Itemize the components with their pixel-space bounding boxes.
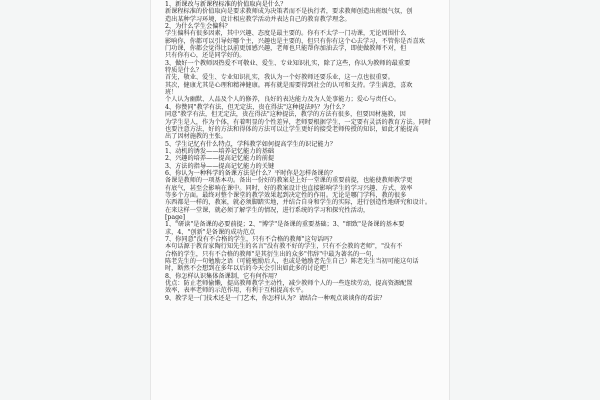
document-line: 5、学生记忆有什么特点，学科教学如何提高学生的识记能力？ [165,140,336,148]
document-line: 陈老先生的一句勉励之语（可能勉励后人，也或是勉励老先生自己）陈老先生当初可能这句话 [165,258,419,266]
document-line: 合格的学生，只有不合格的教师"是其衍生出的众多"伟辞"中最为著名的一句， [165,250,378,258]
document-line: 门功课，你都会觉得比以前更加感兴趣，老师也只能帮你加油去学，即使做教师不对，但 [165,45,407,53]
document-line: 8、你怎样认识集体备课制，它有何作用？ [165,272,281,280]
document-line: 优点：防止老师偷懒，提高教师教学主动性，减少教师个人的一些连续劳动，提高资源配置 [165,280,413,288]
document-line: 为学生是人，作为个体，有着明显的个性差异，老师要根据学生，一定要有灵活的教育方法。同时 [165,118,432,126]
document-line: 同意"教学有法，但无定法，贵在得法"这种提法，教学的方法有很多，但要因材施教，因 [165,111,406,119]
document-line: 求，4、"创新"是备课的成功范点 [165,228,256,236]
document-line: 2、为什么学生会偏科？ [165,23,231,31]
document-line: [page] [165,213,186,221]
document-line: 新课程标准的价值取向是要求教师成为决策者而不是执行者，要求教师创造出班级气氛，创 [165,8,413,16]
document-line: 效率，表率老师的示范作用，有利于互相提高水平。 [165,287,308,295]
document-line: 本句话源于教育家陶行知先生的名言"没有教不好的学生，只有不会教的老师"，"没有不 [165,243,403,251]
document-line: 学生偏科有很多因素，其中兴趣、态度是最主要的。你有不太学一门功课，无论周围什么 [165,30,407,38]
document-line: 特质是什么？ [165,67,203,75]
document-line: 9、教学是一门技术还是一门艺术，你怎样认为？请结合一种观点谈谈你的看法？ [165,294,386,302]
document-line: 6、你认为一种科学的备课方法是什么？平时你是怎样备课的？ [165,169,336,177]
document-line: 3、方法的指导——提高记忆能力的关键 [165,162,275,170]
document-page [150,0,450,400]
document-line: 东西都是一样的，教案，就必须脚踏实地，并结合自身和学生的实际，进行创造性地研究和设计。 [165,199,432,207]
document-line: 4、你赞同"教学有法、但无定法，贵在得法"这种提法吗？为什么？ [165,103,348,111]
document-line: 造出某种学习环境，设计相应教学活动并表达自己的教育教学理念。 [165,15,351,23]
document-line: 1、"研读"是备课的必要前提；2、"博学"是备课的重要基础；3、"细致"是备课的基本要 [165,221,405,229]
document-line: 3、做好一个教师因热爱不可敬业、爱生、专业知识扎实，除了这些，你认为教师的最重要 [165,59,411,67]
document-line: 2、兴趣的培养——提高记忆能力的前提 [165,155,275,163]
document-line: 7、你同意"没有不合格的学生，只有不合格的教师"这句话吗？ [165,236,336,243]
document-line: 个人认为幽默、人品及个人的修养，良好的表达能力及为人处事能力；爱心与责任心。 [165,96,401,104]
document-line: 只有你有心，还是同学好的。 [165,52,246,60]
document-line: 1、新课改与新课程标准的价值取向是什么？ [165,1,287,8]
document-line: 等多个方面。最终对整个课堂的教学效果起到决定性的作用。无论是哪门学科，教的很多 [165,191,407,199]
document-line: 1、动机的诱发——培养记忆能力的基础 [165,147,275,155]
document-line: 影响你，你都可以引导好哪个主，兴趣也是主要的，但只有你有这个心去学习，不管你是否喜欢 [165,37,425,45]
document-line: 备课是教师的一项基本功。备出一份好的教案是上好一堂课的重要前提，也能使教师教学更 [165,177,413,185]
document-line: 出了因材施教的主张。 [165,133,227,141]
document-line: 时，断然不会想到在多年以后的今天会引出如此多的讨论吧！ [165,265,333,273]
document-line: 有底气，甚至会影响在课中。同时，好的教案设计也直接影响学生的学习兴趣、方式、效率 [165,184,413,192]
document-line: 班！ [165,89,178,97]
document-line: 其次，健康尤其是心理和精神健康。再有就是需要得到社会的认可和支持。学生满意，喜欢 [165,81,413,89]
document-line: 在来这样一堂课，就必须了解学生的情况，进行系统的学习和探究性活动， [165,206,370,214]
document-line: 首先，敬业、爱生、专业知识扎实，我认为一个好教师还要乐业，这一点也很重要。 [165,74,394,82]
document-line: 也要注意方法，好的方法和得体的方法可以让学生更好的接受老师传授的知识，如此才能提高 [165,125,419,133]
